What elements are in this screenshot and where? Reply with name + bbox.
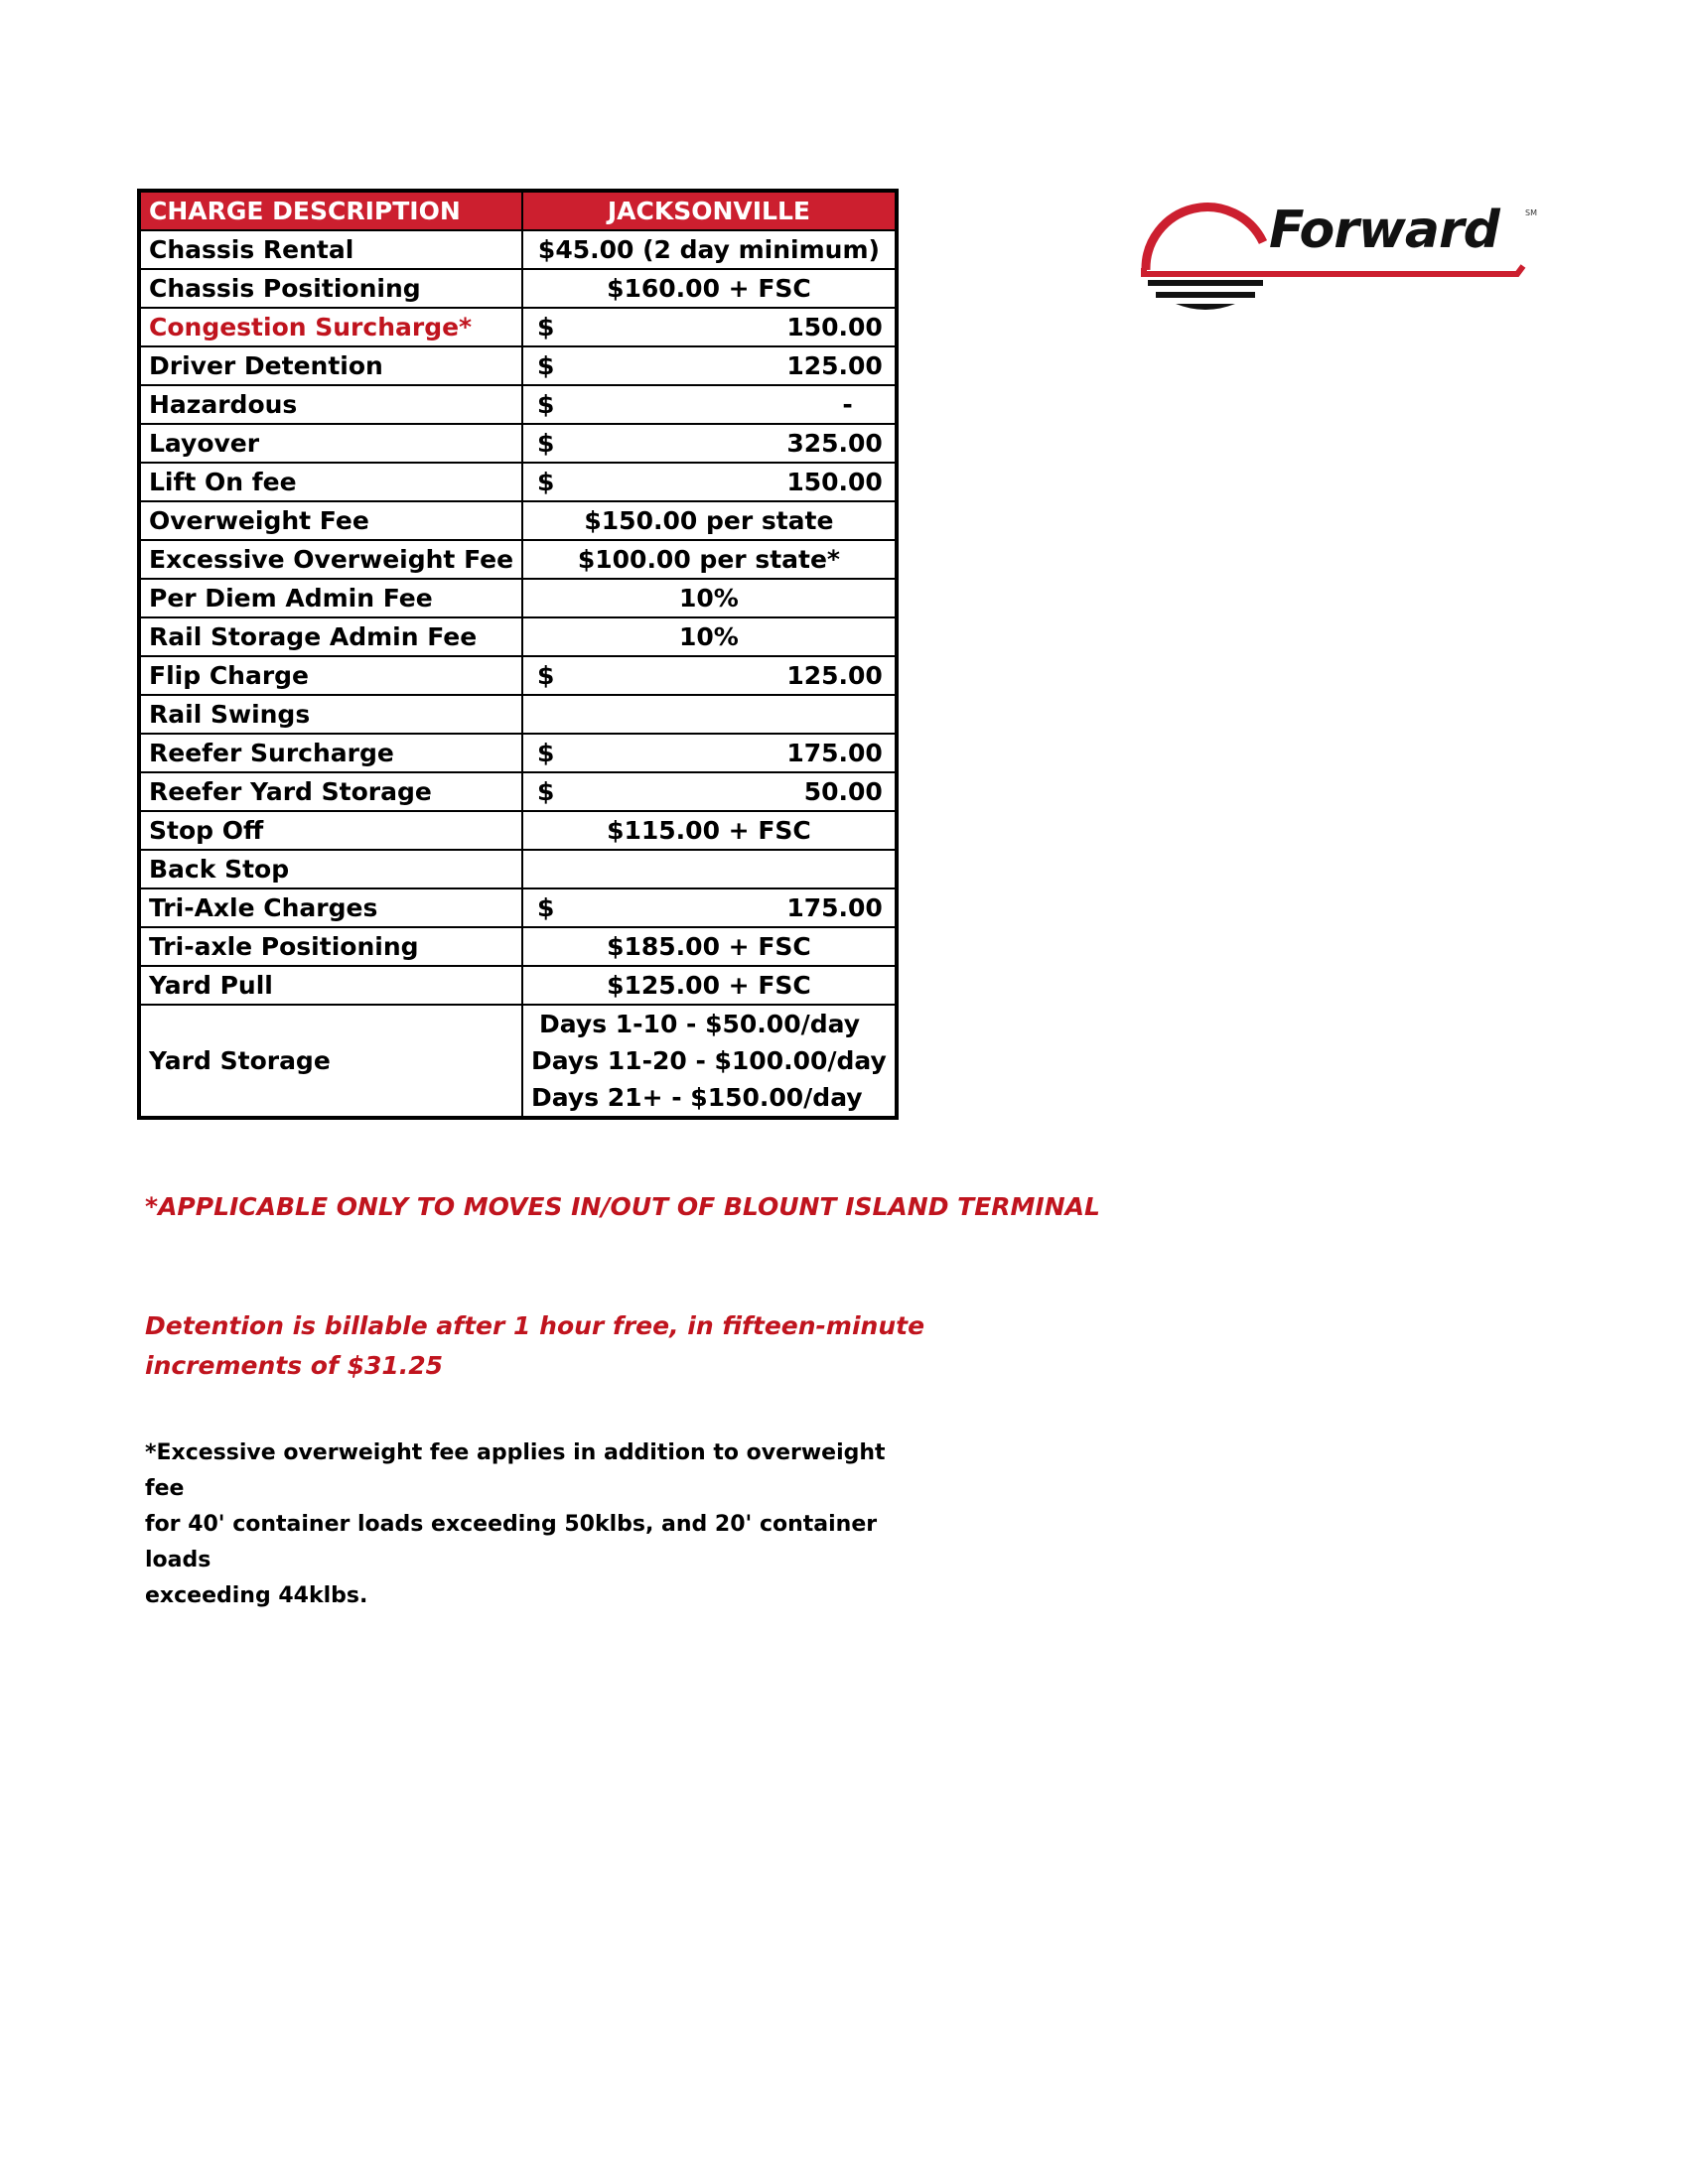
charge-label: Excessive Overweight Fee [139,540,522,579]
charge-label: Layover [139,424,522,463]
storage-tier: Days 21+ - $150.00/day [531,1083,863,1112]
charge-label: Congestion Surcharge* [139,308,522,346]
terminal-note: *APPLICABLE ONLY TO MOVES IN/OUT OF BLOUNT ISLAND TERMINAL [145,1192,1100,1221]
table-row [139,501,897,540]
charge-label: Rail Storage Admin Fee [139,617,522,656]
table-row [139,734,897,772]
detention-note-line: increments of $31.25 [145,1351,444,1380]
charge-value [522,656,897,695]
table-row [139,617,897,656]
charge-value [522,888,897,927]
table-row [139,346,897,385]
currency-symbol: $ [537,313,555,341]
charge-amount: 325.00 [786,429,883,458]
currency-symbol: $ [537,661,555,690]
charge-value [522,734,897,772]
charge-amount: - [842,390,853,419]
charge-value [522,1005,897,1118]
table-row [139,540,897,579]
table-row [139,1005,897,1118]
overweight-note [145,1435,900,1614]
charge-label: Hazardous [139,385,522,424]
table-row [139,385,897,424]
charge-value: $45.00 (2 day minimum) [522,230,897,269]
charge-label: Chassis Positioning [139,269,522,308]
charge-label: Tri-Axle Charges [139,888,522,927]
table-row [139,230,897,269]
table-row [139,966,897,1005]
charge-label: Yard Pull [139,966,522,1005]
table-row [139,811,897,850]
charge-value [522,695,897,734]
charge-amount: 50.00 [803,777,883,806]
charge-amount: 175.00 [786,893,883,922]
table-row [139,308,897,346]
charge-value: $150.00 per state [522,501,897,540]
charge-value: 10% [522,579,897,617]
charge-value [522,346,897,385]
charge-value: $115.00 + FSC [522,811,897,850]
charge-value: 10% [522,617,897,656]
charge-label: Driver Detention [139,346,522,385]
detention-note-line: Detention is billable after 1 hour free, in fifteen-minute [145,1311,925,1340]
currency-symbol: $ [537,739,555,767]
charge-value: $160.00 + FSC [522,269,897,308]
charge-value: $125.00 + FSC [522,966,897,1005]
charge-label: Overweight Fee [139,501,522,540]
charge-value [522,385,897,424]
currency-symbol: $ [537,893,555,922]
charge-amount: 175.00 [786,739,883,767]
charge-value: $100.00 per state* [522,540,897,579]
currency-symbol: $ [537,468,555,496]
charge-label: Chassis Rental [139,230,522,269]
detention-note [145,1306,924,1386]
forward-logo [1140,191,1537,320]
table-row [139,888,897,927]
charge-label: Reefer Surcharge [139,734,522,772]
charge-label: Back Stop [139,850,522,888]
table-row [139,927,897,966]
logo-wordmark: Forward [1269,201,1499,260]
storage-tier: Days 11-20 - $100.00/day [531,1046,887,1075]
charge-label: Yard Storage [139,1005,522,1118]
accessorial-rate-table [137,189,899,1120]
charge-value [522,424,897,463]
charge-label: Per Diem Admin Fee [139,579,522,617]
table-row [139,463,897,501]
charge-value: $185.00 + FSC [522,927,897,966]
charge-label: Reefer Yard Storage [139,772,522,811]
charge-label: Lift On fee [139,463,522,501]
charge-amount: 125.00 [786,351,883,380]
table-row [139,695,897,734]
table-row [139,269,897,308]
service-mark: SM [1525,208,1537,217]
currency-symbol: $ [537,351,555,380]
charge-label: Rail Swings [139,695,522,734]
charge-value [522,772,897,811]
charge-amount: 125.00 [786,661,883,690]
overweight-note-line: *Excessive overweight fee applies in addition to overweight fee [145,1440,886,1501]
charge-label: Tri-axle Positioning [139,927,522,966]
overweight-note-line: exceeding 44klbs. [145,1583,368,1608]
currency-symbol: $ [537,777,555,806]
charge-label: Flip Charge [139,656,522,695]
table-row [139,579,897,617]
table-row [139,772,897,811]
charge-amount: 150.00 [786,313,883,341]
charge-amount: 150.00 [786,468,883,496]
charge-label: Stop Off [139,811,522,850]
header-charge-description: CHARGE DESCRIPTION [139,191,522,230]
charge-value [522,850,897,888]
currency-symbol: $ [537,429,555,458]
table-row [139,656,897,695]
currency-symbol: $ [537,390,555,419]
table-header-row [139,191,897,230]
table-row [139,424,897,463]
header-jacksonville: JACKSONVILLE [522,191,897,230]
charge-value [522,463,897,501]
charge-value [522,308,897,346]
overweight-note-line: for 40' container loads exceeding 50klbs, and 20' container loads [145,1512,878,1572]
storage-tier: Days 1-10 - $50.00/day [539,1010,861,1038]
table-row [139,850,897,888]
